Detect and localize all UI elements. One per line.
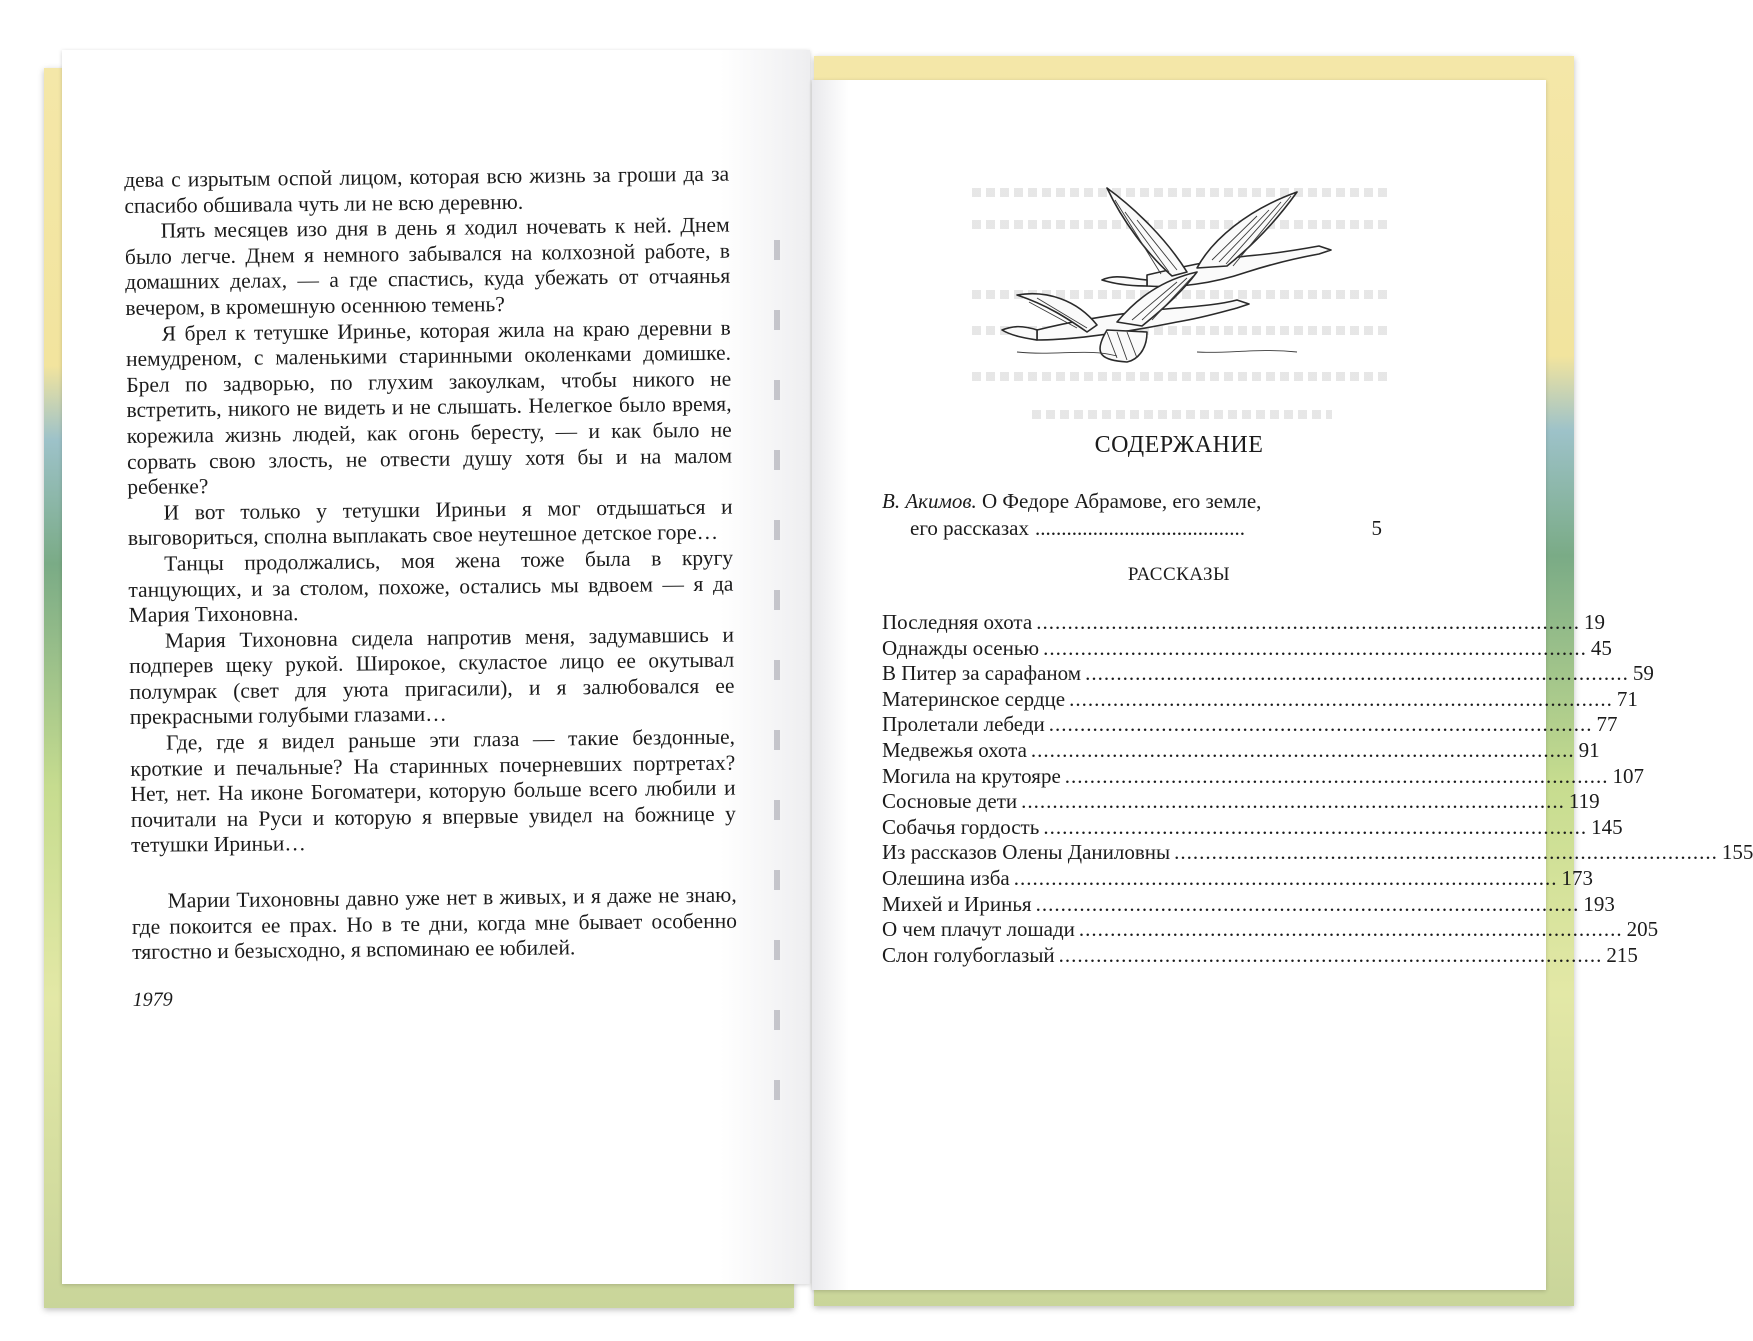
toc-entry-page: 45: [1590, 635, 1612, 660]
toc-entry-page: 193: [1583, 891, 1615, 916]
toc-entry[interactable]: [882, 763, 1645, 790]
toc-entry[interactable]: [882, 635, 1612, 662]
toc-entry-page: 119: [1568, 789, 1600, 814]
leader-dots: .......................................................................................: [1043, 814, 1588, 839]
intro-author: В. Акимов.: [882, 489, 977, 513]
paragraph: дева с изрытым оспой лицом, которая всю жизнь за гроши да за спасибо обшивала чуть ли не всю деревню.: [124, 161, 730, 218]
toc-entry-page: 91: [1578, 737, 1600, 762]
toc-entry-title: Олешина изба: [882, 865, 1010, 890]
toc-entry-title: Из рассказов Олены Даниловны: [882, 840, 1171, 865]
toc-entry-page: 205: [1626, 917, 1659, 942]
toc-entry-title: Собачья гордость: [882, 814, 1040, 839]
story-text: [124, 162, 738, 1014]
paragraph: Мария Тихоновна сидела напротив меня, задумавшись и подперев щеку рукой. Широкое, скуластое лицо ее окутывал полумрак (свет для уюта пригасили), и я залюбовался ее прекрасными голубыми глазами…: [129, 622, 735, 730]
leader-dots: ........................................: [1034, 516, 1245, 540]
toc-entry[interactable]: [882, 789, 1600, 815]
leader-dots: .......................................................................................: [1013, 865, 1558, 890]
toc-entry-page: 173: [1561, 865, 1593, 890]
year-signature: 1979: [132, 988, 173, 1011]
toc-entry-title: Пролетали лебеди: [882, 712, 1045, 737]
intro-title-line1: О Федоре Абрамове, его земле,: [982, 489, 1262, 513]
toc-entry-page: 19: [1583, 610, 1605, 634]
paragraph: Я брел к тетушке Иринье, которая жила на краю деревни в немудреном, с маленькими старинными околенками домишке. Брел по задворью, по глухим закоулкам, чтобы никого не встретить, никого не видеть и не слышать. Нелегкое было время, корежила жизнь людей, как огонь бересту, — и как было не сорвать свою злость, не отвести душу хотя бы и на малом ребенке?: [125, 315, 733, 500]
leader-dots: .......................................................................................: [1174, 840, 1718, 865]
contents-title: СОДЕРЖАНИЕ: [1094, 432, 1264, 458]
toc-entry-page: 215: [1606, 942, 1638, 967]
toc-entry-page: 155: [1721, 840, 1753, 865]
intro-page-number: 5: [1371, 516, 1382, 540]
toc-entry-title: О чем плачут лошади: [882, 917, 1075, 942]
leader-dots: .......................................................................................: [1035, 891, 1580, 916]
paragraph: Танцы продолжались, моя жена тоже была в кругу танцующих, и за столом, похоже, остались мы вдвоем — я да Мария Тихоновна.: [128, 545, 734, 628]
toc-entry[interactable]: [882, 865, 1593, 892]
paragraph: И вот только у тетушки Ириньи я мог отдышаться и выговориться, сполна выплакать свое неутешное детское горе…: [127, 494, 733, 551]
leader-dots: .......................................................................................: [1021, 789, 1565, 814]
toc-entry[interactable]: [882, 917, 1659, 943]
toc-entry[interactable]: [882, 712, 1618, 738]
paragraph: Пять месяцев изо дня в день я ходил ночевать к ней. Днем было легче. Днем я немного забывался на колхозной работе, в домашних делах, — а где спастись, куда убежать от отчаянья вечером, в кромешную осеннюю темень?: [124, 212, 731, 320]
toc-intro-entry[interactable]: [882, 488, 1382, 542]
toc-entry[interactable]: [882, 610, 1605, 636]
leader-dots: .......................................................................................: [1048, 712, 1593, 737]
left-page: [62, 50, 810, 1284]
paragraph: Марии Тихоновны давно уже нет в живых, и я даже не знаю, где покоится ее прах. Но в те дни, когда мне бывает особенно тягостно и безысходно, я вспоминаю ее юбилей.: [131, 882, 738, 965]
toc-entry-title: В Питер за сарафаном: [882, 661, 1082, 686]
leader-dots: .......................................................................................: [1058, 942, 1603, 967]
toc-entry[interactable]: [882, 891, 1615, 918]
toc-entry[interactable]: [882, 686, 1638, 713]
toc-entry-title: Однажды осенью: [882, 635, 1040, 660]
toc-entry-page: 59: [1632, 661, 1654, 686]
toc-entry-title: Могила на крутояре: [882, 763, 1061, 788]
intro-title-line2: его рассказах: [910, 516, 1029, 540]
leader-dots: .......................................................................................: [1036, 610, 1580, 634]
toc-entry-page: 71: [1616, 686, 1638, 711]
toc-entry[interactable]: [882, 661, 1654, 687]
leader-dots: .......................................................................................: [1043, 635, 1587, 660]
toc-entry-title: Сосновые дети: [882, 789, 1018, 814]
toc-entry-page: 107: [1612, 763, 1645, 788]
swans-illustration: [997, 180, 1337, 370]
toc-entry[interactable]: [882, 737, 1600, 764]
toc-entry[interactable]: [882, 840, 1753, 866]
section-heading: РАССКАЗЫ: [1127, 564, 1231, 585]
toc-entry[interactable]: [882, 942, 1638, 969]
toc-entry-title: Последняя охота: [882, 610, 1033, 634]
leader-dots: .......................................................................................: [1064, 763, 1609, 788]
leader-dots: .......................................................................................: [1078, 917, 1623, 942]
leader-dots: .......................................................................................: [1085, 661, 1629, 686]
binding-stitch: [774, 240, 780, 1140]
right-page: [812, 80, 1753, 1290]
toc-intro-line2: [882, 515, 1382, 542]
toc-entry-title: Материнское сердце: [882, 686, 1066, 711]
toc-intro-line1: [882, 488, 1382, 515]
toc-entry-title: Медвежья охота: [882, 737, 1027, 762]
toc-entry[interactable]: [882, 814, 1623, 841]
show-through-text: [1032, 410, 1332, 419]
toc-entry-page: 77: [1596, 712, 1618, 737]
show-through-text: [972, 372, 1392, 381]
toc-entry-title: Михей и Иринья: [882, 891, 1032, 916]
toc-entry-page: 145: [1591, 814, 1623, 839]
paragraph: Где, где я видел раньше эти глаза — такие бездонные, кроткие и печальные? На старинных почерневших портретах? Нет, нет. На иконе Богоматери, которую больше всего любили и почитали на Руси и которую я впервые увидел на божнице у тетушки Ириньи…: [130, 724, 736, 858]
leader-dots: .......................................................................................: [1030, 737, 1575, 762]
toc-entry-title: Слон голубоглазый: [882, 942, 1055, 967]
toc-list: [882, 610, 1753, 968]
leader-dots: .......................................................................................: [1069, 686, 1613, 711]
